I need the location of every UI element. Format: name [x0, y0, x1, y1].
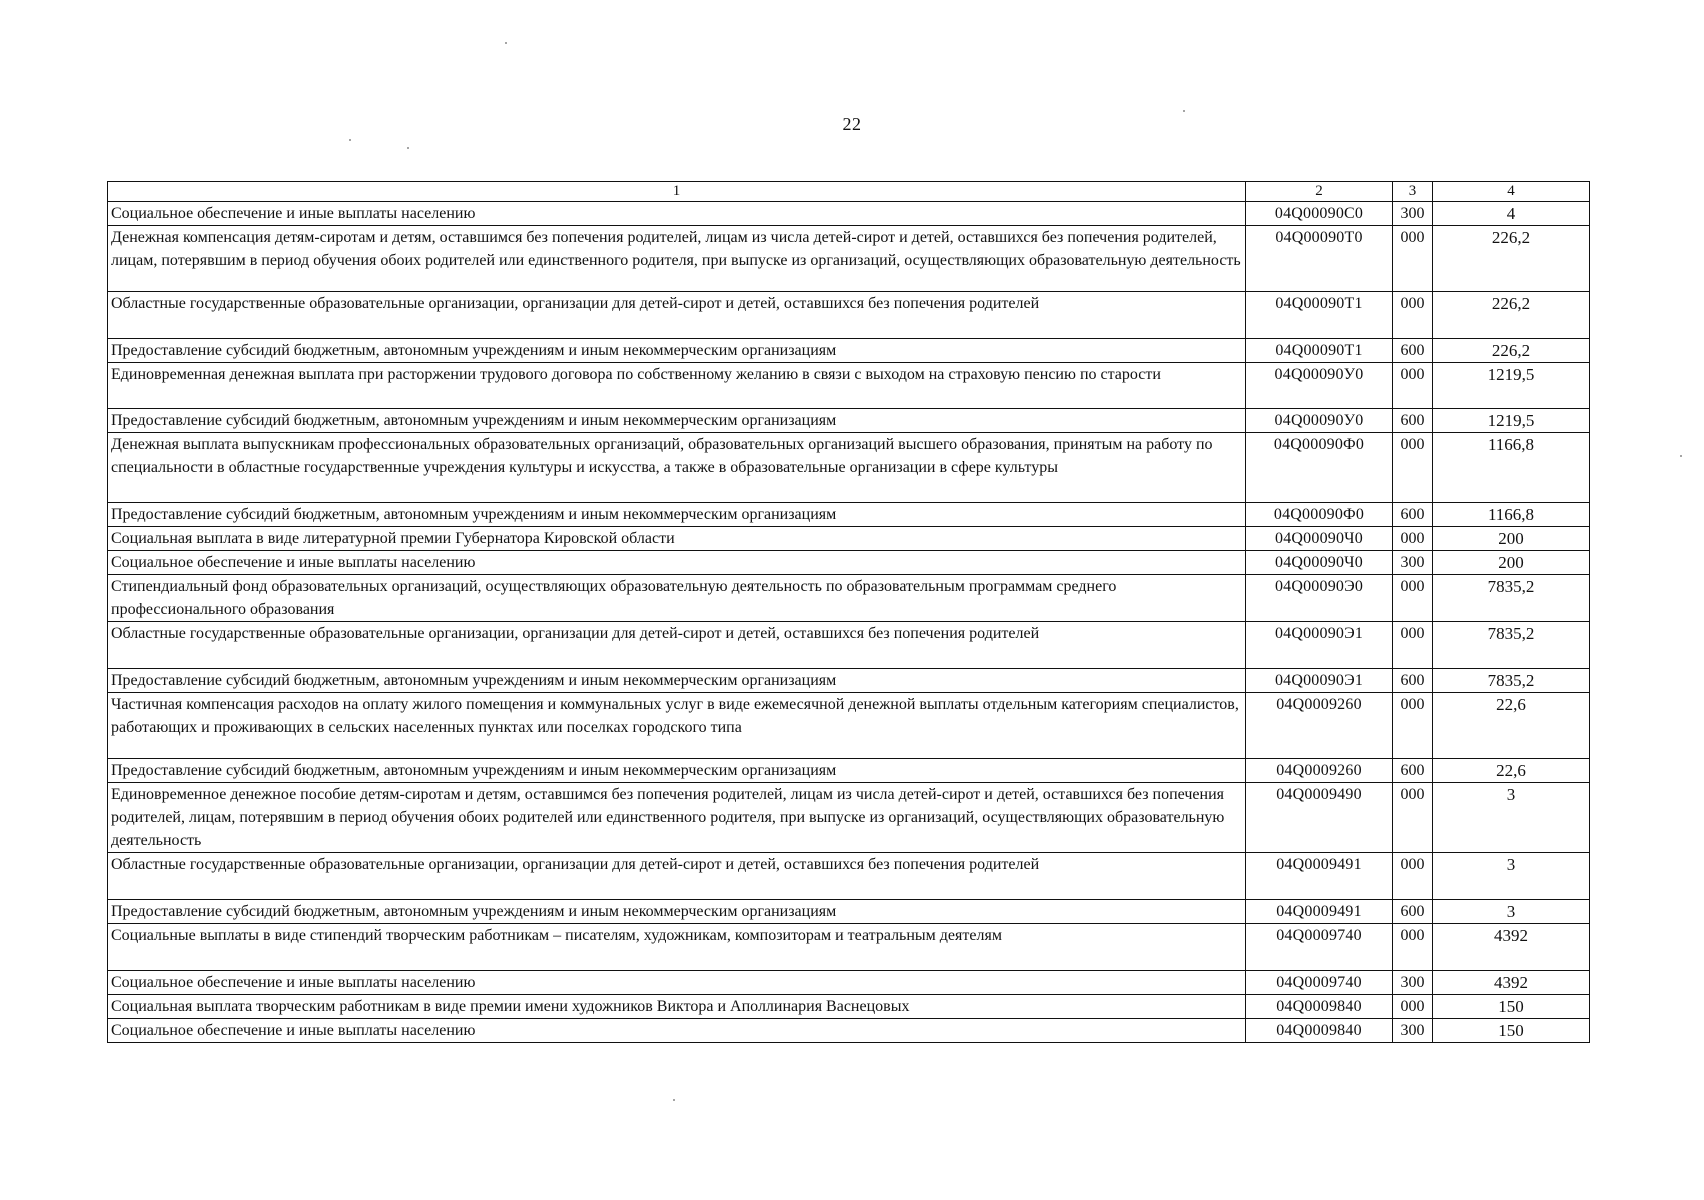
table-row	[108, 1019, 1590, 1043]
row-name-cell: Предоставление субсидий бюджетным, автономным учреждениям и иным некоммерческим организациям	[108, 503, 1246, 527]
table-row	[108, 527, 1590, 551]
row-amount-cell: 150	[1433, 1019, 1590, 1043]
row-type-cell: 600	[1393, 759, 1433, 783]
table-row	[108, 622, 1590, 669]
row-type-cell: 600	[1393, 409, 1433, 433]
budget-table	[107, 181, 1590, 1043]
row-code-cell: 04Q00090Т1	[1246, 292, 1393, 339]
row-code-cell: 04Q00090Э1	[1246, 669, 1393, 693]
row-amount-cell: 3	[1433, 900, 1590, 924]
row-amount-cell: 150	[1433, 995, 1590, 1019]
row-type-cell: 600	[1393, 339, 1433, 363]
row-amount-cell: 4	[1433, 202, 1590, 226]
row-type-cell: 000	[1393, 527, 1433, 551]
table-row	[108, 971, 1590, 995]
row-type-cell: 000	[1393, 363, 1433, 409]
row-amount-cell: 7835,2	[1433, 669, 1590, 693]
row-name-cell: Областные государственные образовательные организации, организации для детей-сирот и детей, оставшихся без попечения родителей	[108, 853, 1246, 900]
table-row	[108, 551, 1590, 575]
row-type-cell: 300	[1393, 1019, 1433, 1043]
row-code-cell: 04Q00090Т0	[1246, 226, 1393, 292]
table-row	[108, 995, 1590, 1019]
row-name-cell: Социальное обеспечение и иные выплаты населению	[108, 551, 1246, 575]
header-col-1: 1	[108, 182, 1246, 202]
row-name-cell: Частичная компенсация расходов на оплату жилого помещения и коммунальных услуг в виде ежемесячной денежной выплаты отдельным категориям специалистов, работающих и проживающих в сельских населенных пунктах или поселках городского типа	[108, 693, 1246, 759]
header-col-4: 4	[1433, 182, 1590, 202]
row-type-cell: 300	[1393, 202, 1433, 226]
row-amount-cell: 1219,5	[1433, 409, 1590, 433]
row-code-cell: 04Q00090Э1	[1246, 622, 1393, 669]
row-name-cell: Социальное обеспечение и иные выплаты населению	[108, 971, 1246, 995]
table-body	[108, 202, 1590, 1043]
row-code-cell: 04Q0009260	[1246, 759, 1393, 783]
row-name-cell: Единовременная денежная выплата при расторжении трудового договора по собственному желанию в связи с выходом на страховую пенсию по старости	[108, 363, 1246, 409]
row-code-cell: 04Q00090Т1	[1246, 339, 1393, 363]
scan-speck	[505, 42, 507, 44]
row-code-cell: 04Q0009260	[1246, 693, 1393, 759]
row-code-cell: 04Q0009491	[1246, 900, 1393, 924]
row-type-cell: 000	[1393, 853, 1433, 900]
row-code-cell: 04Q00090У0	[1246, 409, 1393, 433]
table-row	[108, 669, 1590, 693]
row-code-cell: 04Q00090У0	[1246, 363, 1393, 409]
row-name-cell: Предоставление субсидий бюджетным, автономным учреждениям и иным некоммерческим организациям	[108, 900, 1246, 924]
row-name-cell: Предоставление субсидий бюджетным, автономным учреждениям и иным некоммерческим организациям	[108, 409, 1246, 433]
row-code-cell: 04Q0009840	[1246, 995, 1393, 1019]
row-code-cell: 04Q0009490	[1246, 783, 1393, 853]
row-amount-cell: 1166,8	[1433, 503, 1590, 527]
page-number: 22	[842, 114, 862, 134]
row-name-cell: Предоставление субсидий бюджетным, автономным учреждениям и иным некоммерческим организациям	[108, 759, 1246, 783]
table-row	[108, 339, 1590, 363]
table-row	[108, 924, 1590, 971]
row-amount-cell: 1219,5	[1433, 363, 1590, 409]
row-code-cell: 04Q0009740	[1246, 971, 1393, 995]
row-code-cell: 04Q00090Э0	[1246, 575, 1393, 622]
row-code-cell: 04Q00090Ч0	[1246, 551, 1393, 575]
table-row	[108, 783, 1590, 853]
row-amount-cell: 7835,2	[1433, 575, 1590, 622]
row-amount-cell: 3	[1433, 853, 1590, 900]
row-name-cell: Социальное обеспечение и иные выплаты населению	[108, 1019, 1246, 1043]
row-amount-cell: 22,6	[1433, 693, 1590, 759]
table-row	[108, 433, 1590, 503]
table-row	[108, 363, 1590, 409]
row-name-cell: Областные государственные образовательные организации, организации для детей-сирот и детей, оставшихся без попечения родителей	[108, 622, 1246, 669]
row-name-cell: Предоставление субсидий бюджетным, автономным учреждениям и иным некоммерческим организациям	[108, 339, 1246, 363]
scan-speck	[1680, 455, 1682, 457]
row-name-cell: Предоставление субсидий бюджетным, автономным учреждениям и иным некоммерческим организациям	[108, 669, 1246, 693]
row-type-cell: 000	[1393, 924, 1433, 971]
row-amount-cell: 226,2	[1433, 226, 1590, 292]
row-amount-cell: 200	[1433, 551, 1590, 575]
row-code-cell: 04Q0009491	[1246, 853, 1393, 900]
row-type-cell: 000	[1393, 292, 1433, 339]
row-type-cell: 000	[1393, 575, 1433, 622]
row-type-cell: 000	[1393, 783, 1433, 853]
table-row	[108, 575, 1590, 622]
row-name-cell: Социальная выплата в виде литературной премии Губернатора Кировской области	[108, 527, 1246, 551]
row-type-cell: 000	[1393, 226, 1433, 292]
table-row	[108, 900, 1590, 924]
row-amount-cell: 3	[1433, 783, 1590, 853]
scan-speck	[673, 1099, 675, 1101]
row-type-cell: 600	[1393, 669, 1433, 693]
row-type-cell: 600	[1393, 503, 1433, 527]
row-type-cell: 000	[1393, 693, 1433, 759]
row-name-cell: Денежная выплата выпускникам профессиональных образовательных организаций, образовательных организаций высшего образования, принятым на работу по специальности в областные государственные учреждения культуры и искусства, а также в образовательные организации в сфере культуры	[108, 433, 1246, 503]
row-name-cell: Стипендиальный фонд образовательных организаций, осуществляющих образовательную деятельность по образовательным программам среднего профессионального образования	[108, 575, 1246, 622]
row-amount-cell: 226,2	[1433, 339, 1590, 363]
row-type-cell: 000	[1393, 995, 1433, 1019]
row-name-cell: Денежная компенсация детям-сиротам и детям, оставшимся без попечения родителей, лицам из числа детей-сирот и детей, оставшихся без попечения родителей, лицам, потерявшим в период обучения обоих родителей или единственного родителя, при выпуске из организаций, осуществляющих образовательную деятельность	[108, 226, 1246, 292]
row-type-cell: 300	[1393, 971, 1433, 995]
table-row	[108, 409, 1590, 433]
row-name-cell: Единовременное денежное пособие детям-сиротам и детям, оставшимся без попечения родителей, лицам из числа детей-сирот и детей, оставшихся без попечения родителей, лицам, потерявшим в период обучения обоих родителей или единственного родителя, при выпуске из организаций, осуществляющих образовательную деятельность	[108, 783, 1246, 853]
row-code-cell: 04Q00090Ф0	[1246, 433, 1393, 503]
scan-speck	[349, 139, 351, 141]
row-type-cell: 000	[1393, 622, 1433, 669]
row-code-cell: 04Q0009740	[1246, 924, 1393, 971]
row-code-cell: 04Q00090С0	[1246, 202, 1393, 226]
row-code-cell: 04Q00090Ф0	[1246, 503, 1393, 527]
row-type-cell: 000	[1393, 433, 1433, 503]
row-type-cell: 300	[1393, 551, 1433, 575]
row-amount-cell: 22,6	[1433, 759, 1590, 783]
table-row	[108, 226, 1590, 292]
table-header-row	[108, 182, 1590, 202]
scan-speck	[1183, 110, 1185, 112]
table-row	[108, 202, 1590, 226]
row-name-cell: Социальные выплаты в виде стипендий творческим работникам – писателям, художникам, композиторам и театральным деятелям	[108, 924, 1246, 971]
row-amount-cell: 1166,8	[1433, 433, 1590, 503]
table-row	[108, 759, 1590, 783]
table-row	[108, 292, 1590, 339]
row-name-cell: Социальное обеспечение и иные выплаты населению	[108, 202, 1246, 226]
row-amount-cell: 200	[1433, 527, 1590, 551]
row-type-cell: 600	[1393, 900, 1433, 924]
table-row	[108, 503, 1590, 527]
scan-speck	[407, 147, 409, 149]
table-row	[108, 693, 1590, 759]
row-code-cell: 04Q00090Ч0	[1246, 527, 1393, 551]
row-amount-cell: 7835,2	[1433, 622, 1590, 669]
row-amount-cell: 4392	[1433, 971, 1590, 995]
row-name-cell: Областные государственные образовательные организации, организации для детей-сирот и детей, оставшихся без попечения родителей	[108, 292, 1246, 339]
row-name-cell: Социальная выплата творческим работникам в виде премии имени художников Виктора и Аполлинария Васнецовых	[108, 995, 1246, 1019]
row-amount-cell: 226,2	[1433, 292, 1590, 339]
row-code-cell: 04Q0009840	[1246, 1019, 1393, 1043]
row-amount-cell: 4392	[1433, 924, 1590, 971]
table-row	[108, 853, 1590, 900]
header-col-2: 2	[1246, 182, 1393, 202]
header-col-3: 3	[1393, 182, 1433, 202]
